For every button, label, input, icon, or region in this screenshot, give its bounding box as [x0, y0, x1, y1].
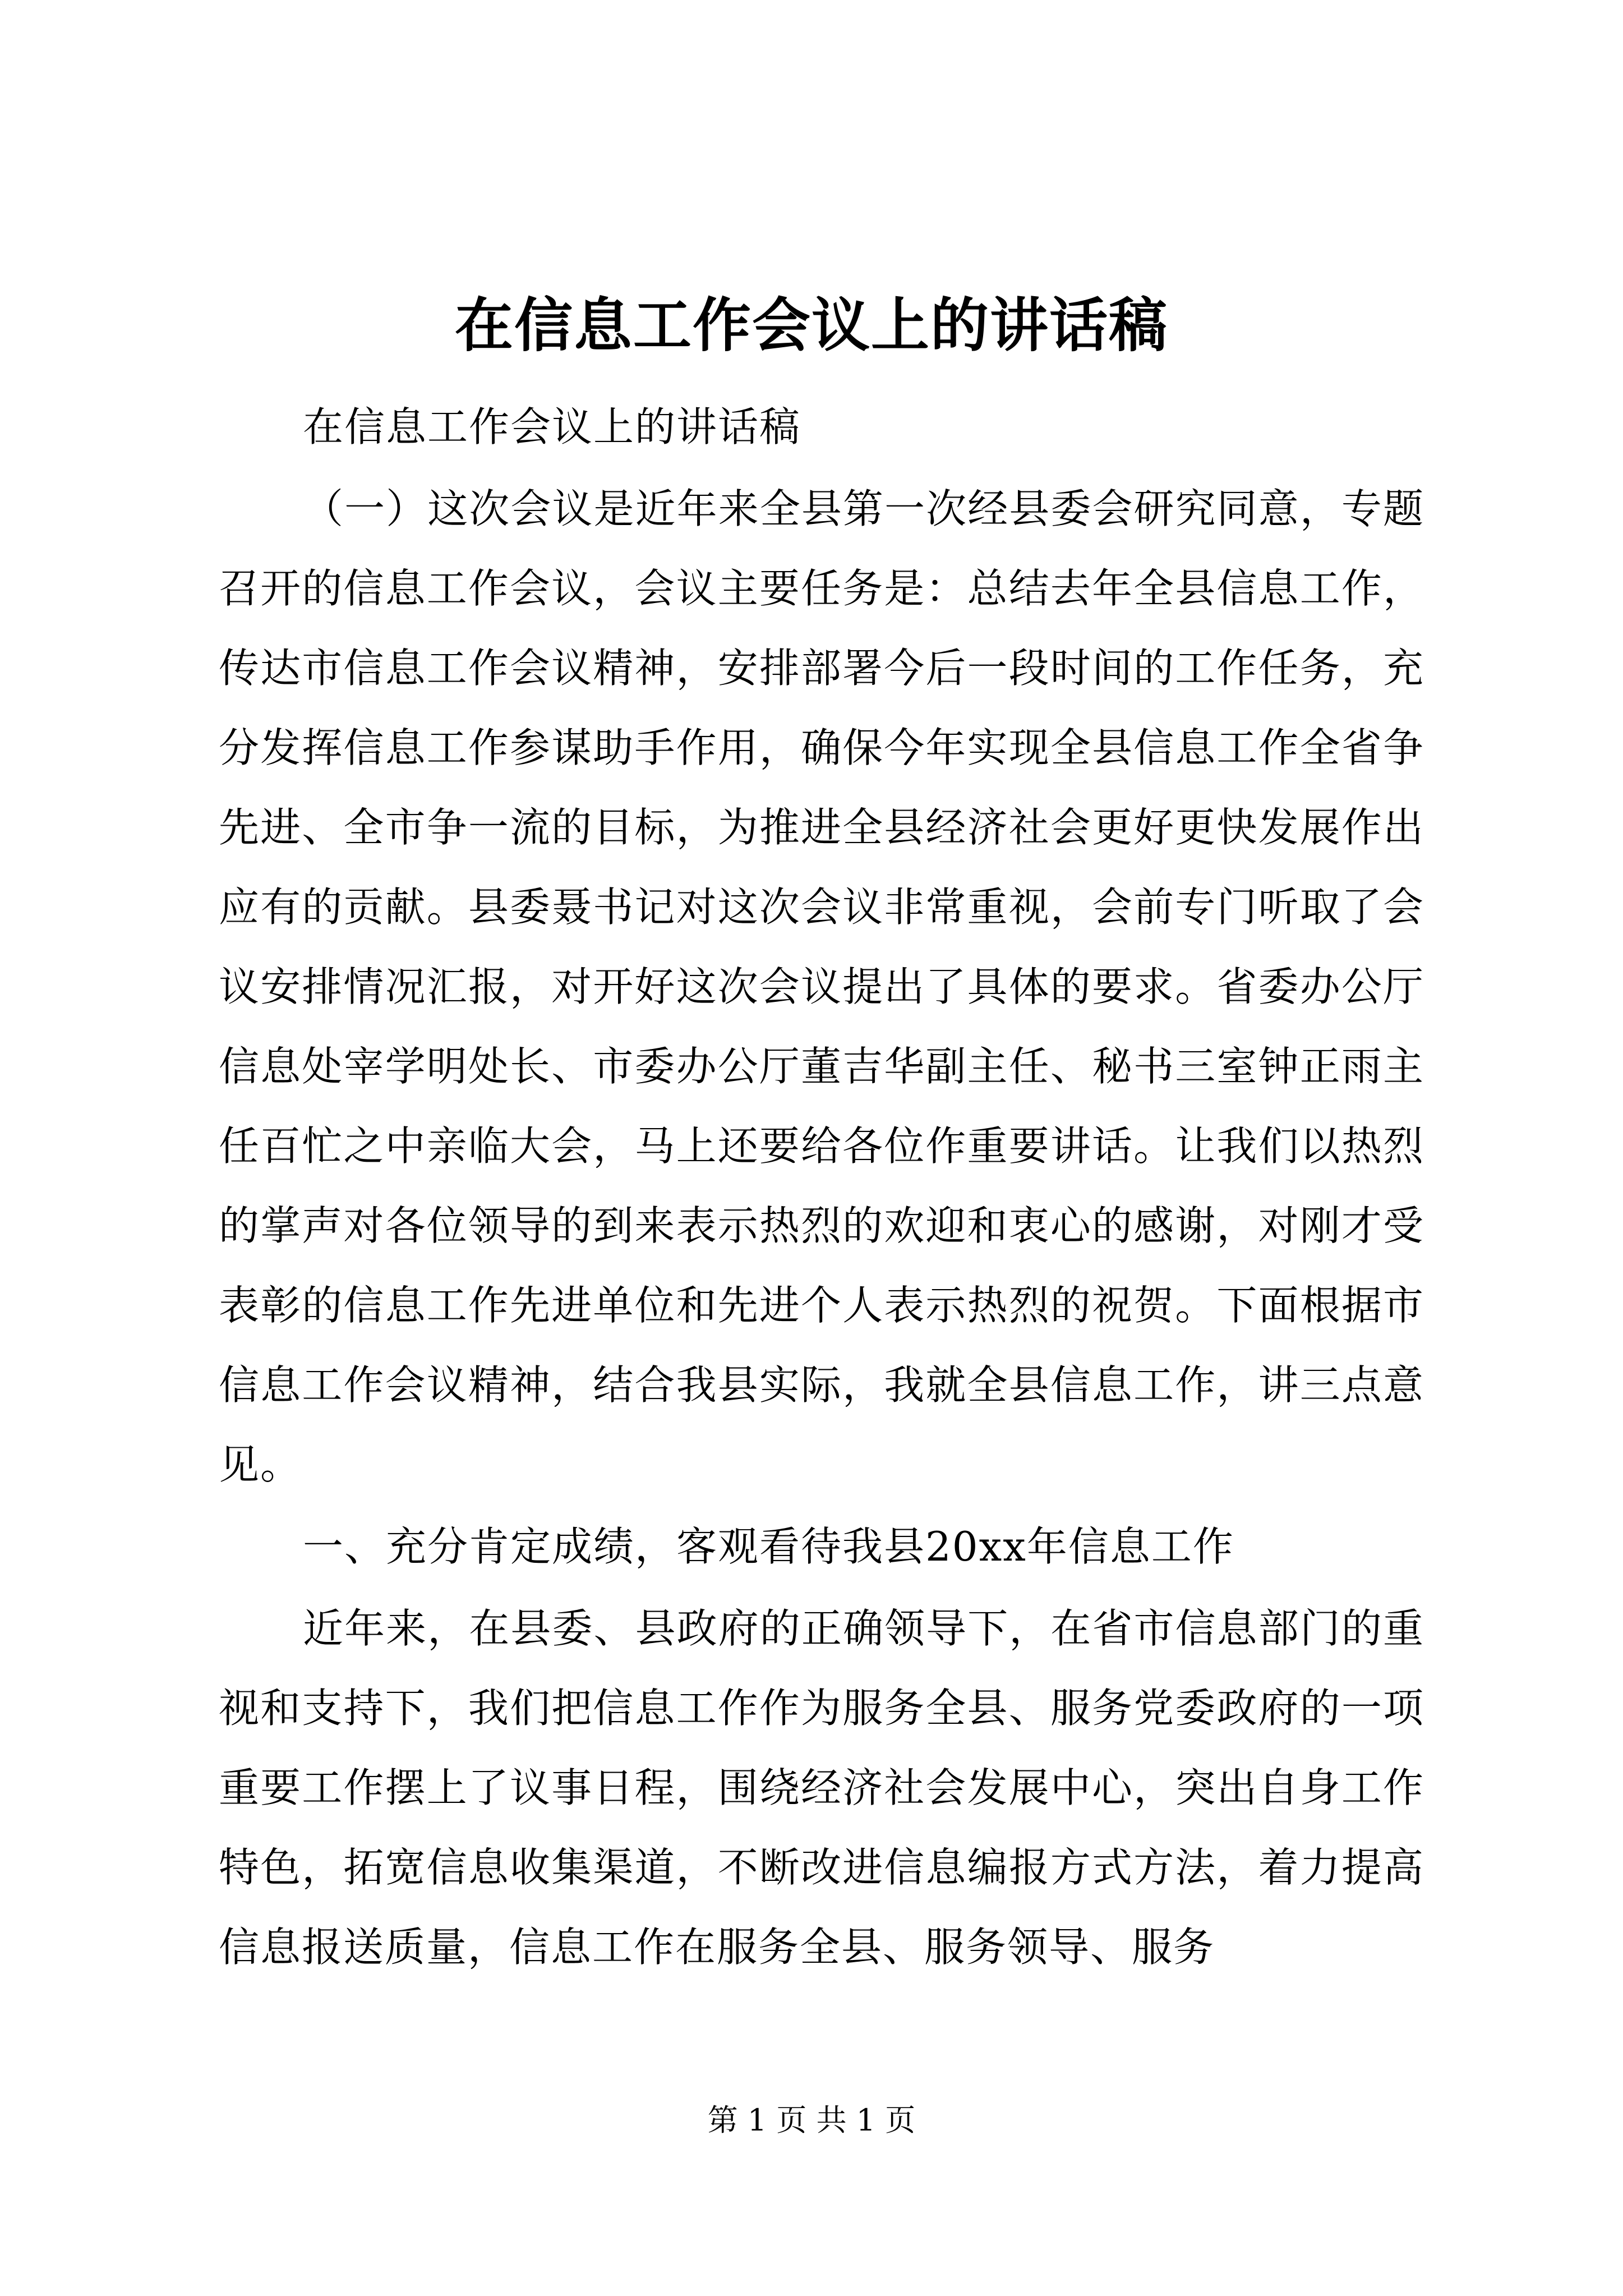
- paragraph-section-heading: 一、充分肯定成绩，客观看待我县20xx年信息工作: [303, 1523, 1234, 1570]
- document-body: [219, 387, 1424, 1989]
- paragraph-intro: （一）这次会议是近年来全县第一次经县委会研究同意，专题召开的信息工作会议，会议主要任务是：总结去年全县信息工作，传达市信息工作会议精神，安排部署今后一段时间的工作任务，充分发挥信息工作参谋助手作用，确保今年实现全县信息工作全省争先进、全市争一流的目标，为推进全县经济社会更好更快发展作出应有的贡献。县委聂书记对这次会议非常重视，会前专门听取了会议安排情况汇报，对开好这次会议提出了具体的要求。省委办公厅信息处宰学明处长、市委办公厅董吉华副主任、秘书三室钟正雨主任百忙之中亲临大会，马上还要给各位作重要讲话。让我们以热烈的掌声对各位领导的到来表示热烈的欢迎和衷心的感谢，对刚才受表彰的信息工作先进单位和先进个人表示热烈的祝贺。下面根据市信息工作会议精神，结合我县实际，我就全县信息工作，讲三点意见。: [219, 485, 1424, 1488]
- paragraph-section-body: 近年来，在县委、县政府的正确领导下，在省市信息部门的重视和支持下，我们把信息工作作为服务全县、服务党委政府的一项重要工作摆上了议事日程，围绕经济社会发展中心，突出自身工作特色，拓宽信息收集渠道，不断改进信息编报方式方法，着力提高信息报送质量，信息工作在服务全县、服务领导、服务: [219, 1605, 1424, 1971]
- page-footer: 第 1 页 共 1 页: [707, 2102, 916, 2138]
- paragraph-subtitle: 在信息工作会议上的讲话稿: [303, 403, 801, 450]
- document-title: 在信息工作会议上的讲话稿: [454, 291, 1168, 360]
